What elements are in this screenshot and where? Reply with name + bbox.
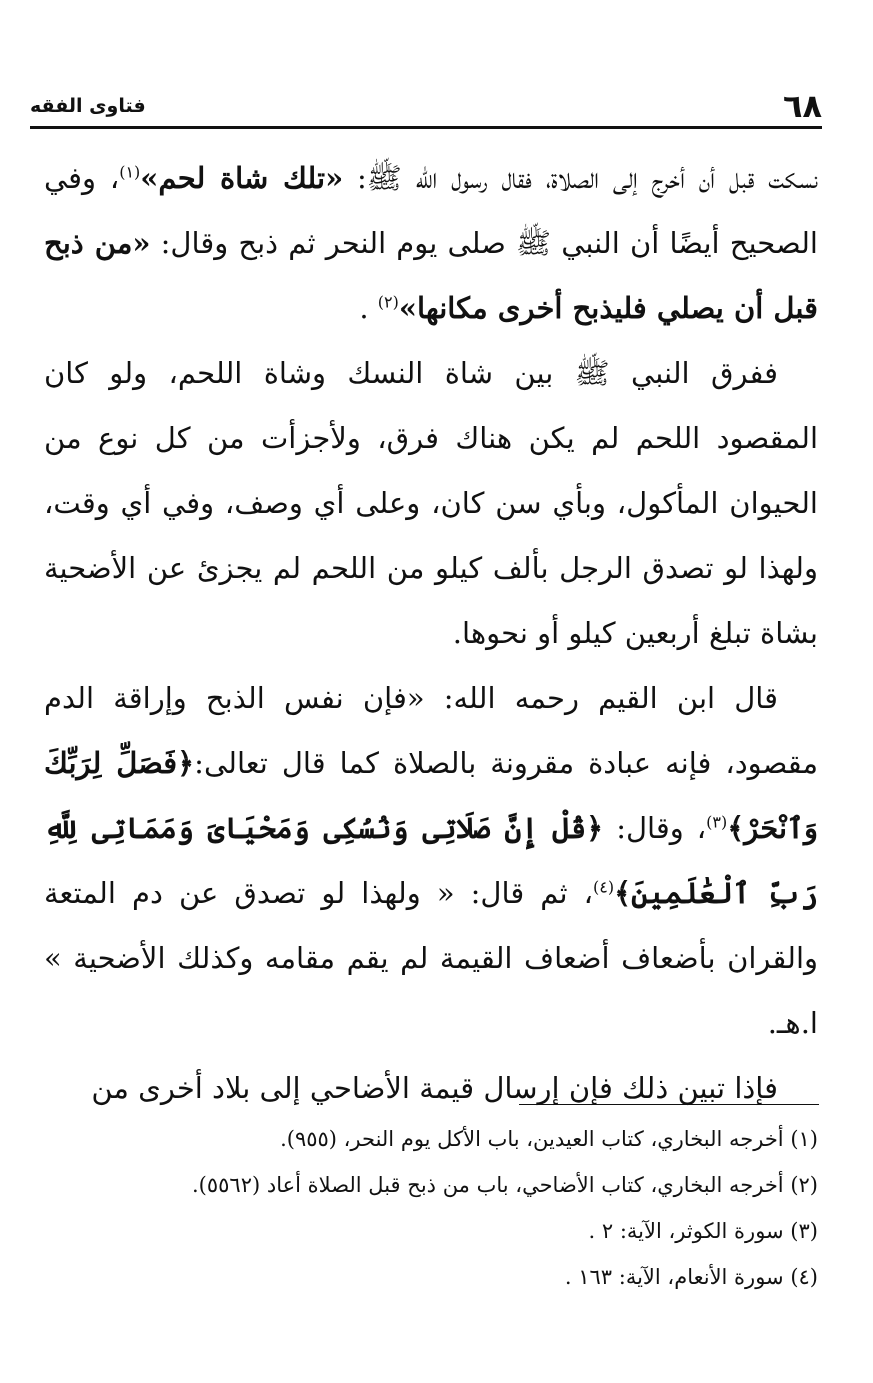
footnote-2: (٢) أخرجه البخاري، كتاب الأضاحي، باب من ذبح قبل الصلاة أعاد (٥٥٦٢). bbox=[192, 1173, 818, 1197]
header-rule bbox=[30, 126, 822, 129]
hadith-quote-1: «تلك شاة لحم» bbox=[140, 161, 344, 195]
quran-verse-2: ﴿قُلْ إِنَّ صَلَاتِى وَنُسُكِى وَمَحْيَاىَ وَمَمَاتِى لِلَّهِ رَبِّ ٱلْعَٰلَمِينَ﴾ bbox=[44, 811, 818, 910]
paragraph-1-text-a: نسكت قبل أن أخرج إلى الصلاة، فقال رسول الله ﷺ: bbox=[343, 161, 818, 195]
quran-verse-1: ﴿فَصَلِّ لِرَبِّكَ وَٱنْحَرْ﴾ bbox=[44, 746, 819, 845]
footnote-4: (٤) سورة الأنعام، الآية: ١٦٣ . bbox=[564, 1265, 818, 1289]
paragraph-3-text-b: ، وقال: bbox=[603, 811, 707, 845]
footnote-3: (٣) سورة الكوثر، الآية: ٢ . bbox=[588, 1219, 818, 1243]
page-number: ٦٨ bbox=[782, 87, 822, 125]
running-title: فتاوى الفقه bbox=[30, 95, 146, 117]
footnote-ref-2: (٢) bbox=[377, 292, 399, 312]
page-header bbox=[30, 86, 822, 126]
footnote-1: (١) أخرجه البخاري، كتاب العيدين، باب الأكل يوم النحر، (٩٥٥). bbox=[280, 1127, 818, 1151]
footnote-ref-3: (٣) bbox=[706, 812, 728, 832]
paragraph-1-text-c: . bbox=[359, 291, 378, 325]
paragraph-2: ففرق النبي ﷺ بين شاة النسك وشاة اللحم، ولو كان المقصود اللحم لم يكن هناك فرق، ولأجزأت من كل نوع من الحيوان المأكول، وبأي سن كان، وعلى أي وصف، وفي أي وقت، ولهذا لو تصدق الرجل بألف كيلو من اللحم لم يجزئ عن الأضحية بشاة تبلغ أربعين كيلو أو نحوها. bbox=[44, 356, 818, 650]
paragraph-1-text-b: ، وفي الصحيح أيضًا أن النبي ﷺ صلى يوم النحر ثم ذبح وقال: bbox=[44, 161, 818, 260]
paragraph-3-text-a: قال ابن القيم رحمه الله: «فإن نفس الذبح وإراقة الدم مقصود، فإنه عبادة مقرونة بالصلاة كما قال تعالى: bbox=[44, 681, 818, 780]
paragraph-3 bbox=[44, 666, 818, 1056]
hadith-quote-2: «من ذبح قبل أن يصلي فليذبح أخرى مكانها» bbox=[44, 226, 818, 325]
footnote-ref-4: (٤) bbox=[593, 877, 615, 897]
main-text bbox=[44, 146, 818, 1121]
paragraph-4: فإذا تبين ذلك فإن إرسال قيمة الأضاحي إلى بلاد أخرى من bbox=[91, 1071, 778, 1105]
paragraph-3-text-c: ، ثم قال: « ولهذا لو تصدق عن دم المتعة والقران بأضعاف أضعاف القيمة لم يقم مقامه وكذلك الأضحية » ا.هـ. bbox=[44, 876, 818, 1040]
footnotes bbox=[44, 1116, 818, 1300]
footnote-rule bbox=[519, 1104, 819, 1105]
footnote-ref-1: (١) bbox=[119, 162, 141, 182]
paragraph-1 bbox=[44, 146, 818, 341]
